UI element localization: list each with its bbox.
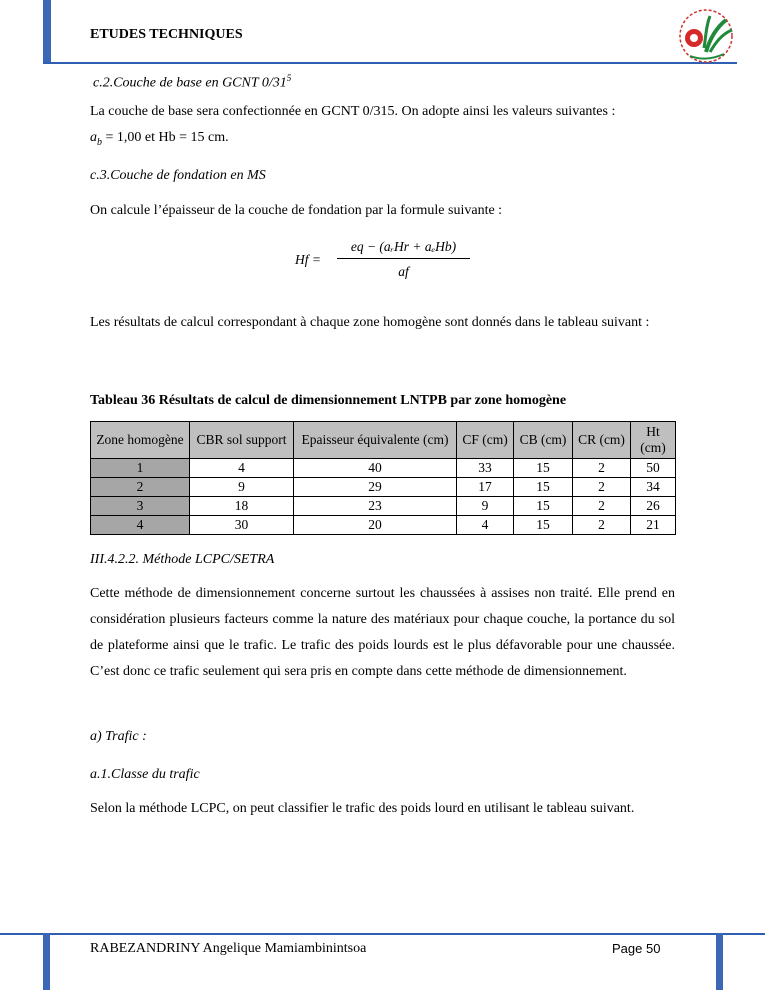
results-table <box>90 421 676 535</box>
page-number: Page 50 <box>612 941 661 956</box>
footer-right-bar <box>716 933 723 990</box>
formula-numerator: eq − (aᵣHr + aₑHb) <box>350 239 457 254</box>
table-cell: 18 <box>190 497 294 516</box>
section-c3-text: On calcule l’épaisseur de la couche de fondation par la formule suivante : <box>90 203 503 218</box>
table-row <box>91 478 676 497</box>
col-header: Epaisseur équivalente (cm) <box>294 422 457 459</box>
classe-text: Selon la méthode LCPC, on peut classifier le trafic des poids lourd en utilisant le tableau suivant. <box>90 801 635 816</box>
col-header: CBR sol support <box>190 422 294 459</box>
header-left-bar <box>43 0 51 62</box>
table-cell: 26 <box>631 497 676 516</box>
table-cell: 15 <box>514 497 573 516</box>
table-cell: 15 <box>514 516 573 535</box>
results-intro: Les résultats de calcul correspondant à chaque zone homogène sont donnés dans le tableau suivant : <box>90 315 650 330</box>
table-cell: 9 <box>190 478 294 497</box>
footer-author: RABEZANDRINY Angelique Mamiambinintsoa <box>90 941 367 956</box>
table-cell: 17 <box>457 478 514 497</box>
section-c2-title: c.2.Couche de base en GCNT $0/31^5$ <box>93 73 292 91</box>
table-cell: 2 <box>573 516 631 535</box>
table-cell: 15 <box>514 478 573 497</box>
table-cell: 2 <box>573 459 631 478</box>
col-header: Ht (cm) <box>631 422 676 459</box>
foundation-formula <box>295 238 495 286</box>
table-cell: 50 <box>631 459 676 478</box>
table-row <box>91 497 676 516</box>
table-cell: 2 <box>91 478 190 497</box>
formula-lhs: Hf = <box>295 252 321 267</box>
table-cell: 20 <box>294 516 457 535</box>
table-cell: 30 <box>190 516 294 535</box>
col-header: CR (cm) <box>573 422 631 459</box>
table-cell: 40 <box>294 459 457 478</box>
method-title: III.4.2.2. Méthode LCPC/SETRA <box>90 552 275 567</box>
table-cell: 3 <box>91 497 190 516</box>
table-row <box>91 516 676 535</box>
table-cell: 4 <box>457 516 514 535</box>
footer-rule <box>0 933 765 935</box>
table-row <box>91 459 676 478</box>
table-cell: 34 <box>631 478 676 497</box>
header-title: ETUDES TECHNIQUES <box>90 27 243 42</box>
trafic-title: a) Trafic : <box>90 729 147 744</box>
table-caption: Tableau 36 Résultats de calcul de dimensionnement LNTPB par zone homogène <box>90 393 567 408</box>
method-paragraph: Cette méthode de dimensionnement concerne surtout les chaussées à assises non traité. Elle prend en considération plusieurs facteurs comme la nature des matériaux pour chaque couche, la portance du sol de plateforme ainsi que le trafic. Le trafic des poids lourds est le plus défavorable pour une chaussée. C’est donc ce trafic seulement qui sera pris en compte dans cette méthode de dimensionnement. <box>90 586 675 679</box>
table-cell: 21 <box>631 516 676 535</box>
table-cell: 29 <box>294 478 457 497</box>
formula-denominator: af <box>398 264 409 279</box>
table-cell: 4 <box>91 516 190 535</box>
table-cell: 9 <box>457 497 514 516</box>
table-cell: 2 <box>573 497 631 516</box>
table-cell: 15 <box>514 459 573 478</box>
institution-logo-icon <box>676 8 738 64</box>
col-header: CF (cm) <box>457 422 514 459</box>
section-c2-text: La couche de base sera confectionnée en GCNT 0/315. On adopte ainsi les valeurs suivantes : <box>90 104 616 119</box>
footer-left-bar <box>43 933 50 990</box>
col-header: Zone homogène <box>91 422 190 459</box>
col-header: CB (cm) <box>514 422 573 459</box>
table-header-row <box>91 422 676 459</box>
classe-title: a.1.Classe du trafic <box>90 767 200 782</box>
section-c2-values: $a_b = 1,00$ et Hb = 15 cm. <box>90 130 229 148</box>
table-cell: 33 <box>457 459 514 478</box>
table-cell: 1 <box>91 459 190 478</box>
table-cell: 2 <box>573 478 631 497</box>
table-cell: 4 <box>190 459 294 478</box>
table-cell: 23 <box>294 497 457 516</box>
header-rule <box>43 62 737 64</box>
section-c3-title: c.3.Couche de fondation en MS <box>90 168 266 183</box>
